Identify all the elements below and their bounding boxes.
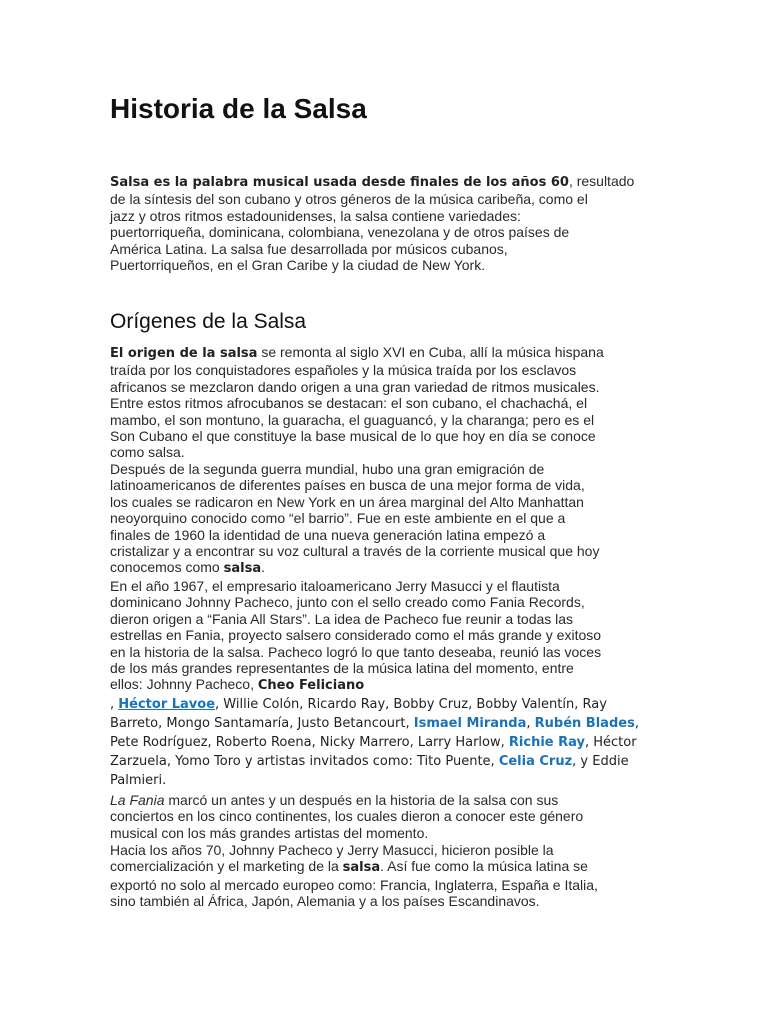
la-fania-italic: La Fania — [110, 792, 165, 808]
artists-line-4 — [110, 752, 650, 771]
origins-line-3: africanos se mezclaron dando origen a una gran variedad de ritmos musicales. — [110, 378, 600, 395]
seventies-paragraph — [110, 842, 650, 910]
origins-text-1: se remonta al siglo XVI en Cuba, allí la música hispana — [257, 344, 604, 360]
ismael-miranda-link[interactable]: Ismael Miranda — [413, 716, 527, 731]
fania-line-3: dieron origen a “Fania All Stars”. La idea de Pacheco fue reunir a todas las — [110, 610, 574, 627]
richie-ray-link[interactable]: Richie Ray — [508, 735, 585, 750]
artists-line-5: Palmieri. — [110, 773, 167, 788]
postwar-line-7 — [110, 559, 650, 577]
seventies-text-2c: . Así fue como la música latina se — [380, 858, 588, 875]
artists-text-2b: , — [526, 716, 535, 731]
artists-text-2c: , — [634, 716, 639, 731]
legacy-line-3: musical con los más grandes artistas del momento. — [110, 824, 429, 841]
page-title: Historia de la Salsa — [110, 93, 367, 124]
fania-line-2: dominicano Johnny Pacheco, junto con el sello creado como Fania Records, — [110, 594, 585, 611]
intro-bold: Salsa es la palabra musical usada desde finales de los años 60 — [110, 175, 569, 190]
intro-line-6: Puertorriqueños, en el Gran Caribe y la ciudad de New York. — [110, 257, 486, 274]
postwar-line-6: cristalizar y a encontrar su voz cultural a través de la corriente musical que hoy — [110, 543, 600, 560]
seventies-line-2 — [110, 858, 650, 876]
fania-line-5: en la historia de la salsa. Pacheco logró lo que tanto deseaba, reunió las voces — [110, 643, 602, 660]
seventies-line-4: sino también al África, Japón, Alemania y a los países Escandinavos. — [110, 893, 540, 910]
fania-paragraph — [110, 578, 650, 695]
hector-lavoe-link[interactable]: Héctor Lavoe — [118, 697, 216, 712]
legacy-paragraph — [110, 792, 650, 841]
origins-line-6: Son Cubano el que constituye la base musical de lo que hoy en día se conoce — [110, 428, 596, 445]
postwar-line-5: finales de 1960 la identidad de una nueva generación latina empezó a — [110, 526, 546, 543]
artists-comma: , — [110, 697, 119, 712]
legacy-line-2: conciertos en los cinco continentes, los cuales dieron a conocer este género — [110, 808, 584, 825]
seventies-line-3: exportó no solo al mercado europeo como: Francia, Inglaterra, España e Italia, — [110, 876, 598, 893]
postwar-paragraph — [110, 461, 650, 578]
fania-line-7 — [110, 676, 650, 694]
fania-line-6: de los más grandes representantes de la música latina del momento, entre — [110, 660, 574, 677]
intro-line-1 — [110, 173, 650, 191]
postwar-line-3: los cuales se radicaron en New York en un área marginal del Alto Manhattan — [110, 493, 584, 510]
artists-text-2a: Barreto, Mongo Santamaría, Justo Betancourt, — [110, 716, 414, 731]
origins-line-1 — [110, 344, 650, 362]
origins-line-5: mambo, el son montuno, la guaracha, el guaguancó, y la charanga; pero es el — [110, 411, 595, 428]
postwar-bold-salsa: salsa — [223, 561, 262, 577]
origins-line-4: Entre estos ritmos afrocubanos se destacan: el son cubano, el chachachá, el — [110, 395, 588, 412]
postwar-line-1: Después de la segunda guerra mundial, hubo una gran emigración de — [110, 461, 545, 477]
celia-cruz-link[interactable]: Celia Cruz — [498, 754, 573, 769]
origins-bold: El origen de la salsa — [110, 346, 258, 361]
artists-text-3a: Pete Rodríguez, Roberto Roena, Nicky Marrero, Larry Harlow, — [110, 735, 509, 750]
fania-text-7a: ellos: Johnny Pacheco, — [110, 676, 258, 693]
artists-line-3 — [110, 733, 650, 752]
origins-line-2: traída por los conquistadores españoles y la música traída por los esclavos — [110, 362, 577, 379]
seventies-text-2a: comercialización y el marketing de la — [110, 858, 343, 875]
artists-line-1 — [110, 695, 650, 714]
intro-text-1: , resultado — [568, 173, 635, 189]
intro-line-2: de la síntesis del son cubano y otros géneros de la música caribeña, como el — [110, 191, 588, 208]
intro-line-3: jazz y otros ritmos estadounidenses, la salsa contiene variedades: — [110, 207, 521, 224]
seventies-line-1: Hacia los años 70, Johnny Pacheco y Jerry Masucci, hicieron posible la — [110, 842, 554, 858]
seventies-bold-salsa: salsa — [342, 860, 381, 876]
origins-line-7: como salsa. — [110, 444, 185, 461]
ruben-blades-link[interactable]: Rubén Blades — [534, 716, 635, 731]
section-title: Orígenes de la Salsa — [110, 310, 307, 333]
artists-text-1: , Willie Colón, Ricardo Ray, Bobby Cruz, Bobby Valentín, Ray — [215, 697, 607, 712]
postwar-line-2: latinoamericanos de diferentes países en busca de una mejor forma de vida, — [110, 477, 585, 494]
postwar-text-7a: conocemos como — [110, 559, 224, 576]
intro-paragraph — [110, 173, 650, 273]
fania-line-1: En el año 1967, el empresario italoamericano Jerry Masucci y el flautista — [110, 578, 560, 594]
legacy-line-1 — [110, 792, 650, 808]
intro-line-4: puertorriqueña, dominicana, colombiana, venezolana y de otros países de — [110, 224, 570, 241]
origins-paragraph — [110, 344, 650, 461]
artists-text-3b: , Héctor — [585, 735, 637, 750]
legacy-text-1: marcó un antes y un después en la historia de la salsa con sus — [164, 792, 559, 808]
postwar-line-4: neoyorquino conocido como “el barrio”. Fue en este ambiente en el que a — [110, 510, 566, 527]
intro-line-5: América Latina. La salsa fue desarrollada por músicos cubanos, — [110, 240, 508, 257]
fania-line-4: estrellas en Fania, proyecto salsero considerado como el más grande y exitoso — [110, 627, 602, 644]
artists-text-4a: Zarzuela, Yomo Toro y artistas invitados como: Tito Puente, — [110, 754, 499, 769]
artists-text-4b: , y Eddie — [572, 754, 629, 769]
artists-paragraph — [110, 695, 650, 790]
postwar-text-7c: . — [261, 559, 265, 576]
cheo-feliciano: Cheo Feliciano — [257, 678, 365, 694]
artists-line-2 — [110, 714, 650, 733]
